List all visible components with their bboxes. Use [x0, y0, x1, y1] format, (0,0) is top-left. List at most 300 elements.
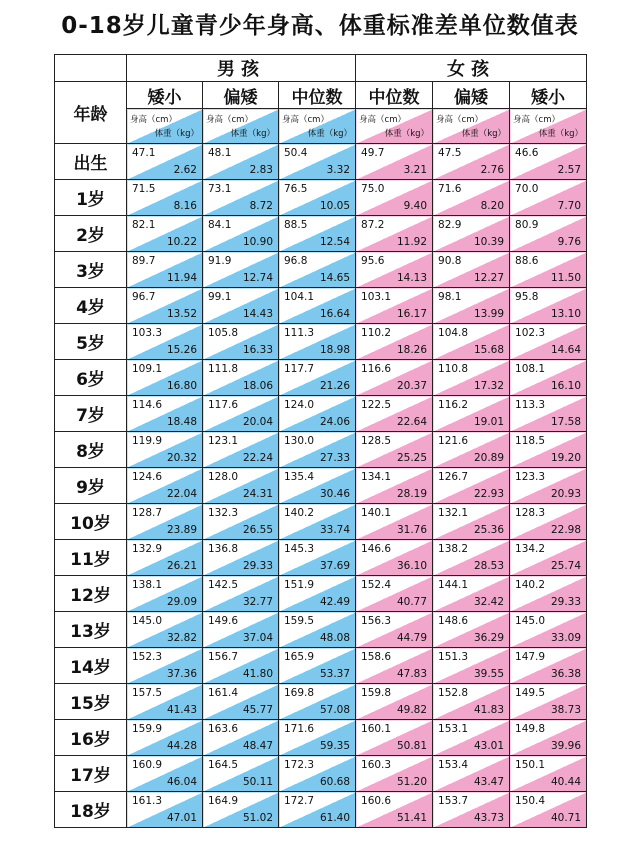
height-value: 151.3	[438, 651, 469, 663]
table-row	[55, 396, 587, 432]
weight-value: 51.02	[242, 812, 273, 824]
height-value: 142.5	[208, 579, 239, 591]
height-value: 159.5	[284, 615, 315, 627]
table-row	[55, 180, 587, 216]
height-value: 172.3	[284, 759, 315, 771]
value-cell	[433, 216, 510, 252]
value-cell	[356, 504, 433, 540]
weight-value: 32.82	[166, 632, 197, 644]
weight-value: 44.28	[166, 740, 197, 752]
weight-value: 36.38	[550, 668, 582, 680]
age-cell: 16岁	[55, 720, 127, 756]
weight-value: 50.11	[242, 776, 273, 788]
weight-value: 59.35	[319, 740, 351, 752]
age-cell: 1岁	[55, 180, 127, 216]
age-cell: 12岁	[55, 576, 127, 612]
height-value: 71.5	[132, 183, 156, 195]
height-value: 82.9	[438, 219, 462, 231]
table-row	[55, 612, 587, 648]
weight-value: 32.77	[242, 596, 273, 608]
weight-value: 20.89	[473, 452, 505, 464]
height-value: 111.8	[208, 363, 239, 375]
value-cell	[433, 720, 510, 756]
weight-value: 24.06	[319, 416, 351, 428]
table-row	[55, 216, 587, 252]
weight-value: 14.65	[319, 272, 351, 284]
value-cell	[127, 216, 203, 252]
value-cell	[433, 288, 510, 324]
height-value: 87.2	[361, 219, 385, 231]
value-cell	[433, 360, 510, 396]
weight-value: 39.96	[550, 740, 582, 752]
weight-value: 28.53	[473, 560, 505, 572]
weight-value: 23.89	[166, 524, 197, 536]
unit-cell	[127, 109, 203, 144]
height-value: 128.0	[208, 471, 239, 483]
height-value: 145.0	[132, 615, 163, 627]
age-cell: 4岁	[55, 288, 127, 324]
height-value: 119.9	[132, 435, 163, 447]
weight-value: 2.57	[557, 164, 582, 176]
height-value: 80.9	[515, 219, 539, 231]
weight-value: 29.09	[166, 596, 197, 608]
weight-value: 21.26	[319, 380, 351, 392]
weight-value: 32.42	[473, 596, 505, 608]
weight-value: 18.06	[242, 380, 273, 392]
table-row	[55, 540, 587, 576]
height-value: 140.1	[361, 507, 392, 519]
value-cell	[127, 252, 203, 288]
value-cell	[279, 576, 356, 612]
height-value: 149.5	[515, 687, 546, 699]
weight-value: 42.49	[319, 596, 351, 608]
value-cell	[433, 792, 510, 828]
col-header-girl-median: 中位数	[356, 82, 433, 109]
weight-value: 20.93	[550, 488, 582, 500]
height-value: 96.8	[284, 255, 308, 267]
value-cell	[127, 396, 203, 432]
value-cell	[279, 720, 356, 756]
table-row	[55, 144, 587, 180]
value-cell	[356, 180, 433, 216]
weight-value: 24.31	[242, 488, 273, 500]
value-cell	[510, 144, 587, 180]
col-header-girl-below: 偏矮	[433, 82, 510, 109]
value-cell	[203, 252, 279, 288]
height-value: 132.1	[438, 507, 469, 519]
weight-value: 25.25	[396, 452, 428, 464]
weight-value: 37.36	[166, 668, 197, 680]
weight-value: 36.29	[473, 632, 505, 644]
weight-value: 26.55	[242, 524, 273, 536]
unit-weight-label: 体重（kg）	[384, 129, 430, 139]
weight-value: 19.01	[473, 416, 505, 428]
value-cell	[433, 252, 510, 288]
height-value: 71.6	[438, 183, 462, 195]
weight-value: 11.92	[396, 236, 428, 248]
height-value: 134.1	[361, 471, 392, 483]
height-value: 105.8	[208, 327, 239, 339]
height-value: 124.6	[132, 471, 163, 483]
value-cell	[356, 288, 433, 324]
value-cell	[356, 144, 433, 180]
height-value: 152.4	[361, 579, 392, 591]
weight-value: 29.33	[242, 560, 273, 572]
value-cell	[510, 504, 587, 540]
age-cell: 15岁	[55, 684, 127, 720]
value-cell	[203, 576, 279, 612]
value-cell	[510, 720, 587, 756]
unit-weight-label: 体重（kg）	[538, 129, 584, 139]
value-cell	[356, 792, 433, 828]
value-cell	[127, 504, 203, 540]
value-cell	[203, 360, 279, 396]
height-value: 98.1	[438, 291, 462, 303]
weight-value: 13.10	[550, 308, 582, 320]
weight-value: 25.74	[550, 560, 582, 572]
value-cell	[510, 288, 587, 324]
weight-value: 12.54	[319, 236, 351, 248]
height-value: 150.4	[515, 795, 546, 807]
height-value: 109.1	[132, 363, 163, 375]
weight-value: 16.33	[242, 344, 273, 356]
value-cell	[433, 432, 510, 468]
height-value: 147.9	[515, 651, 546, 663]
height-value: 116.2	[438, 399, 469, 411]
value-cell	[127, 468, 203, 504]
weight-value: 44.79	[396, 632, 428, 644]
value-cell	[203, 216, 279, 252]
weight-value: 22.04	[166, 488, 197, 500]
value-cell	[203, 432, 279, 468]
height-value: 75.0	[361, 183, 385, 195]
height-value: 152.3	[132, 651, 163, 663]
age-cell: 10岁	[55, 504, 127, 540]
weight-value: 12.27	[473, 272, 505, 284]
height-value: 153.1	[438, 723, 469, 735]
unit-cell	[356, 109, 433, 144]
weight-value: 47.01	[166, 812, 197, 824]
weight-value: 37.69	[319, 560, 351, 572]
girl-header: 女孩	[356, 55, 587, 82]
height-value: 76.5	[284, 183, 308, 195]
weight-value: 36.10	[396, 560, 428, 572]
weight-value: 31.76	[396, 524, 428, 536]
weight-value: 9.76	[557, 236, 582, 248]
value-cell	[433, 396, 510, 432]
height-value: 160.6	[361, 795, 392, 807]
weight-value: 9.40	[403, 200, 428, 212]
weight-value: 39.55	[473, 668, 505, 680]
height-value: 121.6	[438, 435, 469, 447]
height-value: 88.5	[284, 219, 308, 231]
height-value: 171.6	[284, 723, 315, 735]
weight-value: 28.19	[396, 488, 428, 500]
height-value: 50.4	[284, 147, 308, 159]
height-value: 82.1	[132, 219, 156, 231]
weight-value: 48.47	[242, 740, 273, 752]
value-cell	[127, 792, 203, 828]
value-cell	[356, 216, 433, 252]
height-value: 140.2	[515, 579, 546, 591]
table-row	[55, 576, 587, 612]
value-cell	[127, 360, 203, 396]
value-cell	[510, 360, 587, 396]
height-value: 156.7	[208, 651, 239, 663]
age-cell: 13岁	[55, 612, 127, 648]
value-cell	[203, 324, 279, 360]
weight-value: 43.73	[473, 812, 505, 824]
age-cell: 2岁	[55, 216, 127, 252]
height-value: 128.7	[132, 507, 163, 519]
value-cell	[279, 792, 356, 828]
weight-value: 22.24	[242, 452, 273, 464]
weight-value: 37.04	[242, 632, 273, 644]
value-cell	[433, 540, 510, 576]
height-value: 157.5	[132, 687, 163, 699]
weight-value: 2.62	[173, 164, 197, 176]
height-value: 99.1	[208, 291, 232, 303]
value-cell	[356, 756, 433, 792]
weight-value: 16.10	[550, 380, 582, 392]
weight-value: 18.98	[319, 344, 351, 356]
value-cell	[279, 144, 356, 180]
table-row	[55, 324, 587, 360]
value-cell	[279, 684, 356, 720]
value-cell	[279, 252, 356, 288]
weight-value: 40.44	[550, 776, 582, 788]
table-row	[55, 792, 587, 828]
height-value: 95.8	[515, 291, 539, 303]
value-cell	[356, 576, 433, 612]
weight-value: 60.68	[319, 776, 351, 788]
value-cell	[127, 432, 203, 468]
value-cell	[203, 180, 279, 216]
weight-value: 11.50	[550, 272, 582, 284]
weight-value: 61.40	[319, 812, 351, 824]
weight-value: 17.32	[473, 380, 505, 392]
table-row	[55, 288, 587, 324]
weight-value: 50.81	[396, 740, 428, 752]
table-row	[55, 468, 587, 504]
height-value: 103.3	[132, 327, 163, 339]
weight-value: 12.74	[242, 272, 273, 284]
weight-value: 22.98	[550, 524, 582, 536]
value-cell	[203, 612, 279, 648]
value-cell	[433, 144, 510, 180]
weight-value: 41.43	[166, 704, 197, 716]
value-cell	[279, 360, 356, 396]
height-value: 144.1	[438, 579, 469, 591]
weight-value: 41.83	[473, 704, 505, 716]
height-value: 123.3	[515, 471, 546, 483]
height-value: 153.4	[438, 759, 469, 771]
height-value: 130.0	[284, 435, 315, 447]
value-cell	[510, 180, 587, 216]
weight-value: 10.39	[473, 236, 505, 248]
weight-value: 16.17	[396, 308, 428, 320]
height-value: 113.3	[515, 399, 546, 411]
weight-value: 29.33	[550, 596, 582, 608]
unit-weight-label: 体重（kg）	[461, 129, 507, 139]
weight-value: 13.99	[473, 308, 505, 320]
weight-value: 22.93	[473, 488, 505, 500]
height-value: 156.3	[361, 615, 392, 627]
height-value: 132.3	[208, 507, 239, 519]
height-value: 114.6	[132, 399, 163, 411]
col-header-boy-short: 矮小	[127, 82, 203, 109]
value-cell	[356, 396, 433, 432]
height-value: 49.7	[361, 147, 385, 159]
height-value: 108.1	[515, 363, 546, 375]
unit-cell	[510, 109, 587, 144]
weight-value: 20.04	[242, 416, 273, 428]
value-cell	[433, 756, 510, 792]
value-cell	[203, 144, 279, 180]
age-cell: 8岁	[55, 432, 127, 468]
height-value: 103.1	[361, 291, 392, 303]
table-row	[55, 684, 587, 720]
value-cell	[127, 648, 203, 684]
weight-value: 43.01	[473, 740, 505, 752]
weight-value: 20.32	[166, 452, 197, 464]
weight-value: 43.47	[473, 776, 505, 788]
value-cell	[279, 216, 356, 252]
value-cell	[510, 612, 587, 648]
weight-value: 22.64	[396, 416, 428, 428]
height-value: 88.6	[515, 255, 539, 267]
value-cell	[356, 252, 433, 288]
height-value: 104.1	[284, 291, 315, 303]
height-value: 138.2	[438, 543, 469, 555]
height-value: 163.6	[208, 723, 239, 735]
table-row	[55, 252, 587, 288]
height-value: 124.0	[284, 399, 315, 411]
height-value: 47.5	[438, 147, 462, 159]
height-value: 145.0	[515, 615, 546, 627]
value-cell	[279, 612, 356, 648]
growth-standards-table	[54, 54, 587, 828]
weight-value: 16.64	[319, 308, 351, 320]
height-value: 161.3	[132, 795, 163, 807]
height-value: 140.2	[284, 507, 315, 519]
weight-value: 33.74	[319, 524, 351, 536]
unit-height-label: 身高（cm）	[130, 115, 177, 125]
height-value: 123.1	[208, 435, 239, 447]
weight-value: 57.08	[319, 704, 351, 716]
value-cell	[127, 612, 203, 648]
table-row	[55, 756, 587, 792]
value-cell	[279, 504, 356, 540]
age-cell: 9岁	[55, 468, 127, 504]
height-value: 159.8	[361, 687, 392, 699]
age-cell: 3岁	[55, 252, 127, 288]
height-value: 117.6	[208, 399, 239, 411]
height-value: 84.1	[208, 219, 232, 231]
value-cell	[203, 756, 279, 792]
page-title: 0-18岁儿童青少年身高、体重标准差单位数值表	[61, 13, 579, 39]
value-cell	[356, 684, 433, 720]
table-row	[55, 720, 587, 756]
height-value: 117.7	[284, 363, 315, 375]
height-value: 164.5	[208, 759, 239, 771]
value-cell	[203, 792, 279, 828]
value-cell	[510, 576, 587, 612]
weight-value: 51.20	[396, 776, 428, 788]
weight-value: 14.13	[396, 272, 428, 284]
height-value: 126.7	[438, 471, 469, 483]
value-cell	[203, 684, 279, 720]
value-cell	[356, 720, 433, 756]
height-value: 145.3	[284, 543, 315, 555]
weight-value: 30.46	[319, 488, 351, 500]
value-cell	[127, 576, 203, 612]
height-value: 96.7	[132, 291, 156, 303]
weight-value: 3.21	[403, 164, 428, 176]
height-value: 160.9	[132, 759, 163, 771]
col-header-boy-median: 中位数	[279, 82, 356, 109]
weight-value: 20.37	[396, 380, 428, 392]
weight-value: 19.20	[550, 452, 582, 464]
height-value: 70.0	[515, 183, 539, 195]
height-value: 158.6	[361, 651, 392, 663]
unit-cell	[433, 109, 510, 144]
unit-weight-label: 体重（kg）	[307, 129, 353, 139]
value-cell	[203, 396, 279, 432]
value-cell	[279, 324, 356, 360]
height-value: 132.9	[132, 543, 163, 555]
height-value: 160.3	[361, 759, 392, 771]
weight-value: 38.73	[550, 704, 582, 716]
height-value: 90.8	[438, 255, 462, 267]
height-value: 165.9	[284, 651, 315, 663]
weight-value: 15.68	[473, 344, 505, 356]
height-value: 134.2	[515, 543, 546, 555]
weight-value: 41.80	[242, 668, 273, 680]
unit-height-label: 身高（cm）	[513, 115, 560, 125]
value-cell	[510, 432, 587, 468]
weight-value: 2.76	[480, 164, 505, 176]
weight-value: 47.83	[396, 668, 428, 680]
value-cell	[279, 396, 356, 432]
value-cell	[127, 684, 203, 720]
weight-value: 26.21	[166, 560, 197, 572]
weight-value: 14.43	[242, 308, 273, 320]
height-value: 160.1	[361, 723, 392, 735]
weight-value: 18.48	[166, 416, 197, 428]
weight-value: 8.16	[173, 200, 197, 212]
value-cell	[203, 504, 279, 540]
value-cell	[510, 468, 587, 504]
value-cell	[356, 612, 433, 648]
value-cell	[356, 648, 433, 684]
age-cell: 18岁	[55, 792, 127, 828]
value-cell	[433, 684, 510, 720]
value-cell	[127, 540, 203, 576]
value-cell	[510, 684, 587, 720]
value-cell	[203, 288, 279, 324]
height-value: 136.8	[208, 543, 239, 555]
age-cell: 出生	[55, 144, 127, 180]
table-row	[55, 360, 587, 396]
weight-value: 3.32	[326, 164, 351, 176]
weight-value: 40.71	[550, 812, 582, 824]
age-cell: 5岁	[55, 324, 127, 360]
value-cell	[279, 540, 356, 576]
age-cell: 17岁	[55, 756, 127, 792]
unit-height-label: 身高（cm）	[206, 115, 253, 125]
weight-value: 10.22	[166, 236, 197, 248]
